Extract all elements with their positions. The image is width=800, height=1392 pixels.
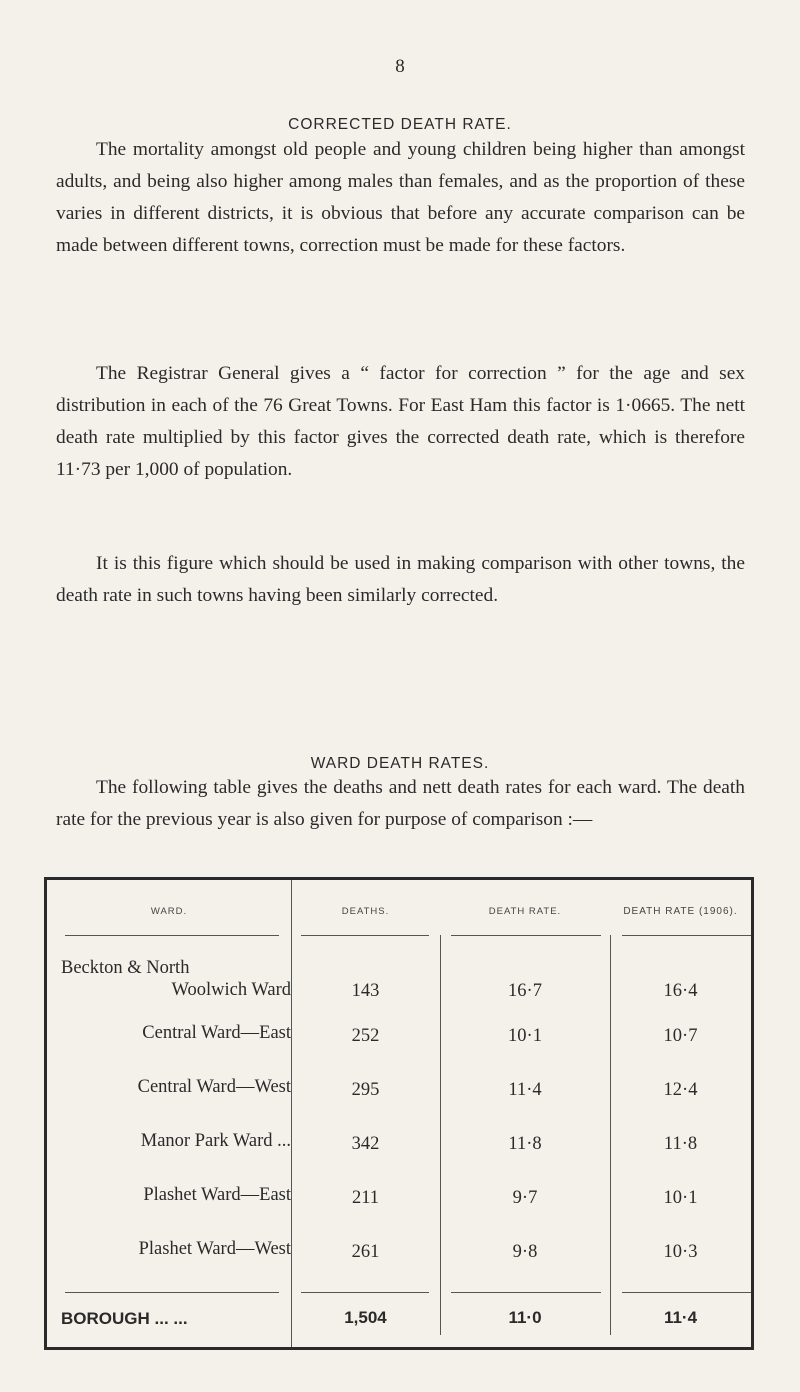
header-rule: [622, 935, 751, 936]
death-rate-value: 11·8: [508, 1134, 542, 1154]
paragraph-registrar-factor: The Registrar General gives a “ factor for correction ” for the age and sex distribution in each of the 76 Great Towns. For East Ham this factor is 1·0665. The nett death rate multiplied by this factor gives the corrected death rate, which is therefore 11·73 per 1,000 of population.: [56, 363, 745, 480]
section-heading-ward-death-rates: WARD DEATH RATES.: [310, 755, 490, 772]
death-rate-value: 11·4: [508, 1080, 542, 1100]
header-rule: [301, 935, 429, 936]
total-rule: [301, 1292, 429, 1293]
death-rate-value: 9·8: [512, 1242, 538, 1262]
ward-name: Central Ward—East: [142, 1023, 291, 1043]
death-rate-1906-value: 10·3: [663, 1242, 698, 1262]
ward-name: Central Ward—West: [137, 1077, 291, 1097]
ward-death-rates-table: [44, 877, 754, 1350]
deaths-value: 211: [351, 1188, 380, 1208]
total-deaths-value: 1,504: [344, 1308, 387, 1327]
deaths-value: 252: [351, 1026, 380, 1046]
total-death-rate-1906-value: 11·4: [663, 1308, 698, 1327]
death-rate-1906-value: 12·4: [663, 1080, 698, 1100]
death-rate-value: 16·7: [508, 981, 542, 1001]
total-label: BOROUGH ... ...: [61, 1309, 188, 1328]
deaths-value: 261: [351, 1242, 380, 1262]
ward-name: [61, 957, 291, 1001]
ward-name: Plashet Ward—West: [138, 1239, 291, 1259]
paragraph-comparison: It is this figure which should be used in making comparison with other towns, the death rate in such towns having been similarly corrected.: [56, 553, 745, 606]
death-rate-value: 9·7: [512, 1188, 538, 1208]
death-rate-1906-value: 16·4: [663, 981, 698, 1001]
page-number: 8: [395, 56, 405, 77]
paragraph-table-intro: The following table gives the deaths and nett death rates for each ward. The death rate for the previous year is also given for purpose of comparison :—: [56, 777, 745, 830]
ward-name: Plashet Ward—East: [143, 1185, 291, 1205]
deaths-value: 143: [351, 981, 380, 1001]
ward-name: Manor Park Ward ...: [140, 1131, 291, 1151]
total-rule: [451, 1292, 601, 1293]
total-rule: [65, 1292, 279, 1293]
section-heading-corrected-death-rate: CORRECTED DEATH RATE.: [288, 116, 512, 133]
header-deaths: DEATHS.: [341, 906, 390, 917]
death-rate-value: 10·1: [508, 1026, 542, 1046]
death-rate-1906-value: 10·1: [663, 1188, 698, 1208]
deaths-value: 295: [351, 1080, 380, 1100]
ward-name-line1: Beckton & North: [61, 958, 190, 978]
total-death-rate-value: 11·0: [508, 1308, 542, 1327]
header-ward: WARD.: [150, 906, 188, 917]
total-rule: [622, 1292, 751, 1293]
death-rate-1906-value: 10·7: [663, 1026, 698, 1046]
header-death-rate: DEATH RATE.: [488, 906, 562, 917]
header-rule: [451, 935, 601, 936]
column-divider: [291, 880, 292, 1347]
paragraph-mortality: The mortality amongst old people and young children being higher than amongst adults, and being also higher among males than females, and as the proportion of these varies in different districts, it is obvious that before any accurate comparison can be made between different towns, correction must be made for these factors.: [56, 139, 745, 256]
ward-name-line2: Woolwich Ward: [171, 980, 291, 1000]
header-death-rate-1906: DEATH RATE (1906).: [623, 906, 738, 917]
death-rate-1906-value: 11·8: [663, 1134, 698, 1154]
deaths-value: 342: [351, 1134, 380, 1154]
header-rule: [65, 935, 279, 936]
